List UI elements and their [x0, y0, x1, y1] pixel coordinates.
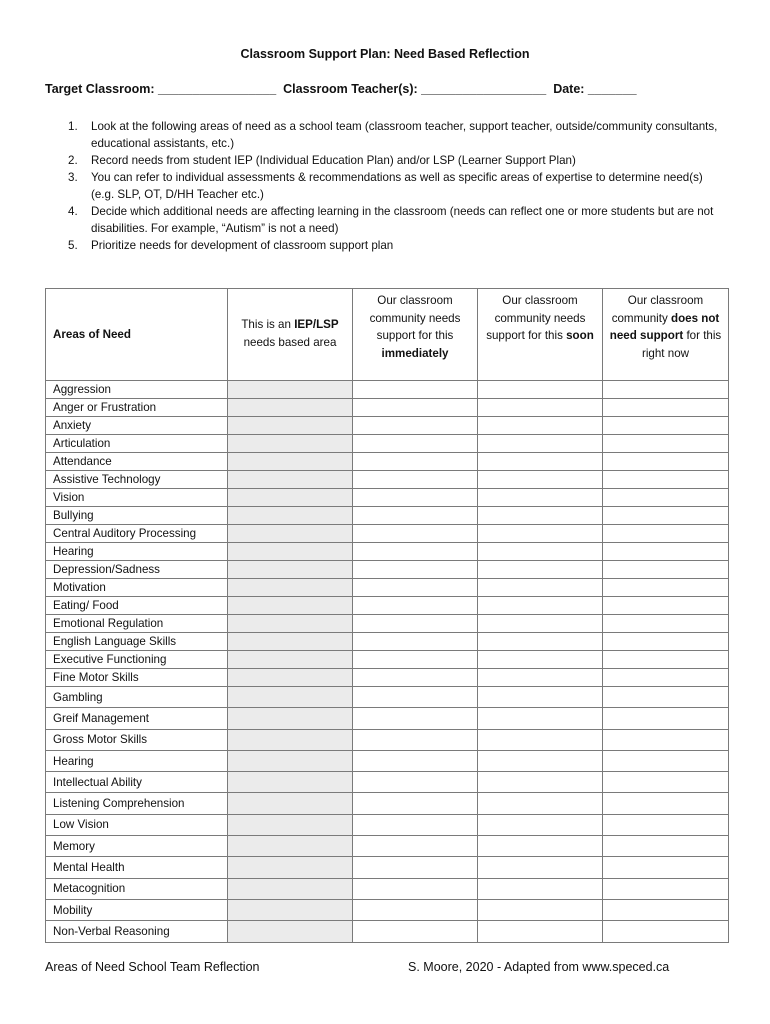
area-of-need-label: English Language Skills: [46, 633, 228, 651]
iep-checkbox-cell[interactable]: [228, 651, 353, 669]
table-row: [46, 793, 729, 814]
not-needed-checkbox-cell[interactable]: [603, 435, 729, 453]
area-of-need-label: Anxiety: [46, 417, 228, 435]
immediately-checkbox-cell[interactable]: [353, 878, 478, 899]
table-row: [46, 899, 729, 920]
iep-checkbox-cell[interactable]: [228, 525, 353, 543]
soon-checkbox-cell[interactable]: [478, 525, 603, 543]
immediately-checkbox-cell[interactable]: [353, 417, 478, 435]
soon-checkbox-cell[interactable]: [478, 772, 603, 793]
instruction-item: [62, 169, 722, 203]
iep-checkbox-cell[interactable]: [228, 750, 353, 771]
immediately-checkbox-cell[interactable]: [353, 525, 478, 543]
soon-checkbox-cell[interactable]: [478, 435, 603, 453]
not-needed-checkbox-cell[interactable]: [603, 525, 729, 543]
iep-checkbox-cell[interactable]: [228, 489, 353, 507]
area-of-need-label: Non-Verbal Reasoning: [46, 921, 228, 942]
immediately-checkbox-cell[interactable]: [353, 814, 478, 835]
table-row: [46, 579, 729, 597]
area-of-need-label: Vision: [46, 489, 228, 507]
soon-checkbox-cell[interactable]: [478, 471, 603, 489]
table-row: [46, 878, 729, 899]
immediately-checkbox-cell[interactable]: [353, 507, 478, 525]
immediately-checkbox-cell[interactable]: [353, 399, 478, 417]
soon-checkbox-cell[interactable]: [478, 543, 603, 561]
immediately-checkbox-cell[interactable]: [353, 836, 478, 857]
table-row: [46, 729, 729, 750]
immediately-checkbox-cell[interactable]: [353, 708, 478, 729]
header-iep-pre: This is an: [241, 318, 295, 331]
footer-right: S. Moore, 2020 - Adapted from www.speced.ca: [408, 960, 670, 974]
soon-checkbox-cell[interactable]: [478, 750, 603, 771]
not-needed-checkbox-cell[interactable]: [603, 921, 729, 942]
not-needed-checkbox-cell[interactable]: [603, 399, 729, 417]
iep-checkbox-cell[interactable]: [228, 615, 353, 633]
area-of-need-label: Motivation: [46, 579, 228, 597]
area-of-need-label: Hearing: [46, 750, 228, 771]
instruction-text: Prioritize needs for development of classroom support plan: [91, 239, 394, 252]
area-of-need-label: Intellectual Ability: [46, 772, 228, 793]
area-of-need-label: Depression/Sadness: [46, 561, 228, 579]
area-of-need-label: Articulation: [46, 435, 228, 453]
instruction-text: Decide which additional needs are affecting learning in the classroom (needs can reflect one or more students but are not disabilities. For example, “Autism” is not a need): [91, 205, 714, 235]
table-row: [46, 708, 729, 729]
iep-checkbox-cell[interactable]: [228, 921, 353, 942]
soon-checkbox-cell[interactable]: [478, 615, 603, 633]
immediately-checkbox-cell[interactable]: [353, 453, 478, 471]
instruction-item: [62, 152, 722, 169]
immediately-checkbox-cell[interactable]: [353, 471, 478, 489]
instruction-text: Look at the following areas of need as a school team (classroom teacher, support teacher, outside/community consultants, educational assistants, etc.): [91, 120, 718, 150]
instruction-text: You can refer to individual assessments & recommendations as well as specific areas of expertise to determine need(s) (e.g. SLP, OT, D/HH Teacher etc.): [91, 171, 703, 201]
not-needed-checkbox-cell[interactable]: [603, 687, 729, 708]
soon-checkbox-cell[interactable]: [478, 857, 603, 878]
not-needed-checkbox-cell[interactable]: [603, 729, 729, 750]
immediately-checkbox-cell[interactable]: [353, 543, 478, 561]
form-fields-line: Target Classroom: _________________ Classroom Teacher(s): __________________ Date: _______: [45, 82, 637, 96]
immediately-checkbox-cell[interactable]: [353, 687, 478, 708]
header-not-post: for this right now: [641, 329, 722, 360]
header-iep-bold: IEP/LSP: [294, 318, 339, 331]
area-of-need-label: Mobility: [46, 899, 228, 920]
iep-checkbox-cell[interactable]: [228, 899, 353, 920]
soon-checkbox-cell[interactable]: [478, 729, 603, 750]
iep-checkbox-cell[interactable]: [228, 471, 353, 489]
iep-checkbox-cell[interactable]: [228, 772, 353, 793]
instruction-number: 5.: [68, 239, 78, 252]
soon-checkbox-cell[interactable]: [478, 561, 603, 579]
header-immediately: [353, 289, 478, 381]
immediately-checkbox-cell[interactable]: [353, 579, 478, 597]
table-row: [46, 399, 729, 417]
soon-checkbox-cell[interactable]: [478, 417, 603, 435]
header-soon: [478, 289, 603, 381]
areas-of-need-table: [45, 288, 729, 943]
not-needed-checkbox-cell[interactable]: [603, 453, 729, 471]
not-needed-checkbox-cell[interactable]: [603, 772, 729, 793]
soon-checkbox-cell[interactable]: [478, 507, 603, 525]
not-needed-checkbox-cell[interactable]: [603, 836, 729, 857]
iep-checkbox-cell[interactable]: [228, 669, 353, 687]
table-row: [46, 615, 729, 633]
instructions-list: [62, 118, 722, 254]
iep-checkbox-cell[interactable]: [228, 857, 353, 878]
table-row: [46, 669, 729, 687]
area-of-need-label: Fine Motor Skills: [46, 669, 228, 687]
soon-checkbox-cell[interactable]: [478, 878, 603, 899]
area-of-need-label: Aggression: [46, 381, 228, 399]
soon-checkbox-cell[interactable]: [478, 793, 603, 814]
immediately-checkbox-cell[interactable]: [353, 899, 478, 920]
not-needed-checkbox-cell[interactable]: [603, 857, 729, 878]
not-needed-checkbox-cell[interactable]: [603, 471, 729, 489]
table-row: [46, 507, 729, 525]
table-row: [46, 489, 729, 507]
table-row: [46, 857, 729, 878]
header-immediately-bold: immediately: [381, 346, 449, 360]
immediately-checkbox-cell[interactable]: [353, 597, 478, 615]
soon-checkbox-cell[interactable]: [478, 381, 603, 399]
not-needed-checkbox-cell[interactable]: [603, 507, 729, 525]
table-header-row: [46, 289, 729, 381]
instruction-text: Record needs from student IEP (Individual Education Plan) and/or LSP (Learner Support Plan): [91, 154, 576, 167]
area-of-need-label: Low Vision: [46, 814, 228, 835]
not-needed-checkbox-cell[interactable]: [603, 750, 729, 771]
header-soon-bold: soon: [566, 329, 594, 342]
soon-checkbox-cell[interactable]: [478, 453, 603, 471]
iep-checkbox-cell[interactable]: [228, 399, 353, 417]
table-row: [46, 687, 729, 708]
not-needed-checkbox-cell[interactable]: [603, 633, 729, 651]
area-of-need-label: Mental Health: [46, 857, 228, 878]
table-row: [46, 435, 729, 453]
header-not-pre: Our classroom community: [611, 294, 704, 325]
area-of-need-label: Assistive Technology: [46, 471, 228, 489]
table-row: [46, 814, 729, 835]
not-needed-checkbox-cell[interactable]: [603, 579, 729, 597]
table-row: [46, 836, 729, 857]
iep-checkbox-cell[interactable]: [228, 878, 353, 899]
area-of-need-label: Memory: [46, 836, 228, 857]
header-iep-post: needs based area: [243, 335, 337, 349]
area-of-need-label: Executive Functioning: [46, 651, 228, 669]
table-row: [46, 772, 729, 793]
table-row: [46, 633, 729, 651]
instruction-item: [62, 118, 722, 152]
area-of-need-label: Anger or Frustration: [46, 399, 228, 417]
not-needed-checkbox-cell[interactable]: [603, 793, 729, 814]
iep-checkbox-cell[interactable]: [228, 597, 353, 615]
not-needed-checkbox-cell[interactable]: [603, 615, 729, 633]
instruction-item: [62, 203, 722, 237]
table-row: [46, 525, 729, 543]
soon-checkbox-cell[interactable]: [478, 489, 603, 507]
not-needed-checkbox-cell[interactable]: [603, 543, 729, 561]
table-row: [46, 471, 729, 489]
immediately-checkbox-cell[interactable]: [353, 921, 478, 942]
iep-checkbox-cell[interactable]: [228, 579, 353, 597]
not-needed-checkbox-cell[interactable]: [603, 417, 729, 435]
not-needed-checkbox-cell[interactable]: [603, 489, 729, 507]
iep-checkbox-cell[interactable]: [228, 543, 353, 561]
header-not-bold: does not need support: [609, 311, 720, 342]
header-areas-of-need: Areas of Need: [46, 289, 228, 381]
soon-checkbox-cell[interactable]: [478, 708, 603, 729]
table-row: [46, 597, 729, 615]
iep-checkbox-cell[interactable]: [228, 435, 353, 453]
table-row: [46, 651, 729, 669]
immediately-checkbox-cell[interactable]: [353, 857, 478, 878]
soon-checkbox-cell[interactable]: [478, 814, 603, 835]
soon-checkbox-cell[interactable]: [478, 687, 603, 708]
soon-checkbox-cell[interactable]: [478, 579, 603, 597]
not-needed-checkbox-cell[interactable]: [603, 899, 729, 920]
iep-checkbox-cell[interactable]: [228, 687, 353, 708]
table-row: [46, 750, 729, 771]
immediately-checkbox-cell[interactable]: [353, 772, 478, 793]
immediately-checkbox-cell[interactable]: [353, 669, 478, 687]
table-body: [46, 381, 729, 943]
immediately-checkbox-cell[interactable]: [353, 633, 478, 651]
not-needed-checkbox-cell[interactable]: [603, 597, 729, 615]
footer-left: Areas of Need School Team Reflection: [45, 960, 260, 974]
area-of-need-label: Greif Management: [46, 708, 228, 729]
instruction-number: 1.: [68, 120, 78, 133]
area-of-need-label: Attendance: [46, 453, 228, 471]
immediately-checkbox-cell[interactable]: [353, 381, 478, 399]
iep-checkbox-cell[interactable]: [228, 417, 353, 435]
iep-checkbox-cell[interactable]: [228, 561, 353, 579]
area-of-need-label: Eating/ Food: [46, 597, 228, 615]
immediately-checkbox-cell[interactable]: [353, 435, 478, 453]
soon-checkbox-cell[interactable]: [478, 836, 603, 857]
table-row: [46, 921, 729, 942]
instruction-number: 3.: [68, 171, 78, 184]
iep-checkbox-cell[interactable]: [228, 729, 353, 750]
immediately-checkbox-cell[interactable]: [353, 651, 478, 669]
immediately-checkbox-cell[interactable]: [353, 489, 478, 507]
not-needed-checkbox-cell[interactable]: [603, 708, 729, 729]
soon-checkbox-cell[interactable]: [478, 651, 603, 669]
soon-checkbox-cell[interactable]: [478, 899, 603, 920]
soon-checkbox-cell[interactable]: [478, 597, 603, 615]
iep-checkbox-cell[interactable]: [228, 836, 353, 857]
page-title: Classroom Support Plan: Need Based Reflection: [240, 47, 530, 61]
not-needed-checkbox-cell[interactable]: [603, 651, 729, 669]
area-of-need-label: Metacognition: [46, 878, 228, 899]
header-soon-text: Our classroom community needs support for this: [486, 294, 586, 342]
iep-checkbox-cell[interactable]: [228, 381, 353, 399]
table-row: [46, 561, 729, 579]
area-of-need-label: Bullying: [46, 507, 228, 525]
table-row: [46, 381, 729, 399]
iep-checkbox-cell[interactable]: [228, 507, 353, 525]
not-needed-checkbox-cell[interactable]: [603, 669, 729, 687]
iep-checkbox-cell[interactable]: [228, 453, 353, 471]
immediately-checkbox-cell[interactable]: [353, 615, 478, 633]
iep-checkbox-cell[interactable]: [228, 633, 353, 651]
immediately-checkbox-cell[interactable]: [353, 750, 478, 771]
soon-checkbox-cell[interactable]: [478, 921, 603, 942]
area-of-need-label: Central Auditory Processing: [46, 525, 228, 543]
table-row: [46, 453, 729, 471]
table-row: [46, 543, 729, 561]
area-of-need-label: Gambling: [46, 687, 228, 708]
instruction-number: 2.: [68, 154, 78, 167]
instruction-number: 4.: [68, 205, 78, 218]
iep-checkbox-cell[interactable]: [228, 814, 353, 835]
instruction-item: [62, 237, 722, 254]
header-not-needed: [603, 289, 729, 381]
immediately-checkbox-cell[interactable]: [353, 793, 478, 814]
header-iep-lsp: [228, 289, 353, 381]
soon-checkbox-cell[interactable]: [478, 633, 603, 651]
not-needed-checkbox-cell[interactable]: [603, 814, 729, 835]
not-needed-checkbox-cell[interactable]: [603, 561, 729, 579]
area-of-need-label: Listening Comprehension: [46, 793, 228, 814]
not-needed-checkbox-cell[interactable]: [603, 878, 729, 899]
area-of-need-label: Hearing: [46, 543, 228, 561]
iep-checkbox-cell[interactable]: [228, 793, 353, 814]
not-needed-checkbox-cell[interactable]: [603, 381, 729, 399]
soon-checkbox-cell[interactable]: [478, 399, 603, 417]
immediately-checkbox-cell[interactable]: [353, 561, 478, 579]
immediately-checkbox-cell[interactable]: [353, 729, 478, 750]
iep-checkbox-cell[interactable]: [228, 708, 353, 729]
table-row: [46, 417, 729, 435]
area-of-need-label: Gross Motor Skills: [46, 729, 228, 750]
header-immediately-text: Our classroom community needs support for this: [369, 294, 461, 342]
soon-checkbox-cell[interactable]: [478, 669, 603, 687]
area-of-need-label: Emotional Regulation: [46, 615, 228, 633]
